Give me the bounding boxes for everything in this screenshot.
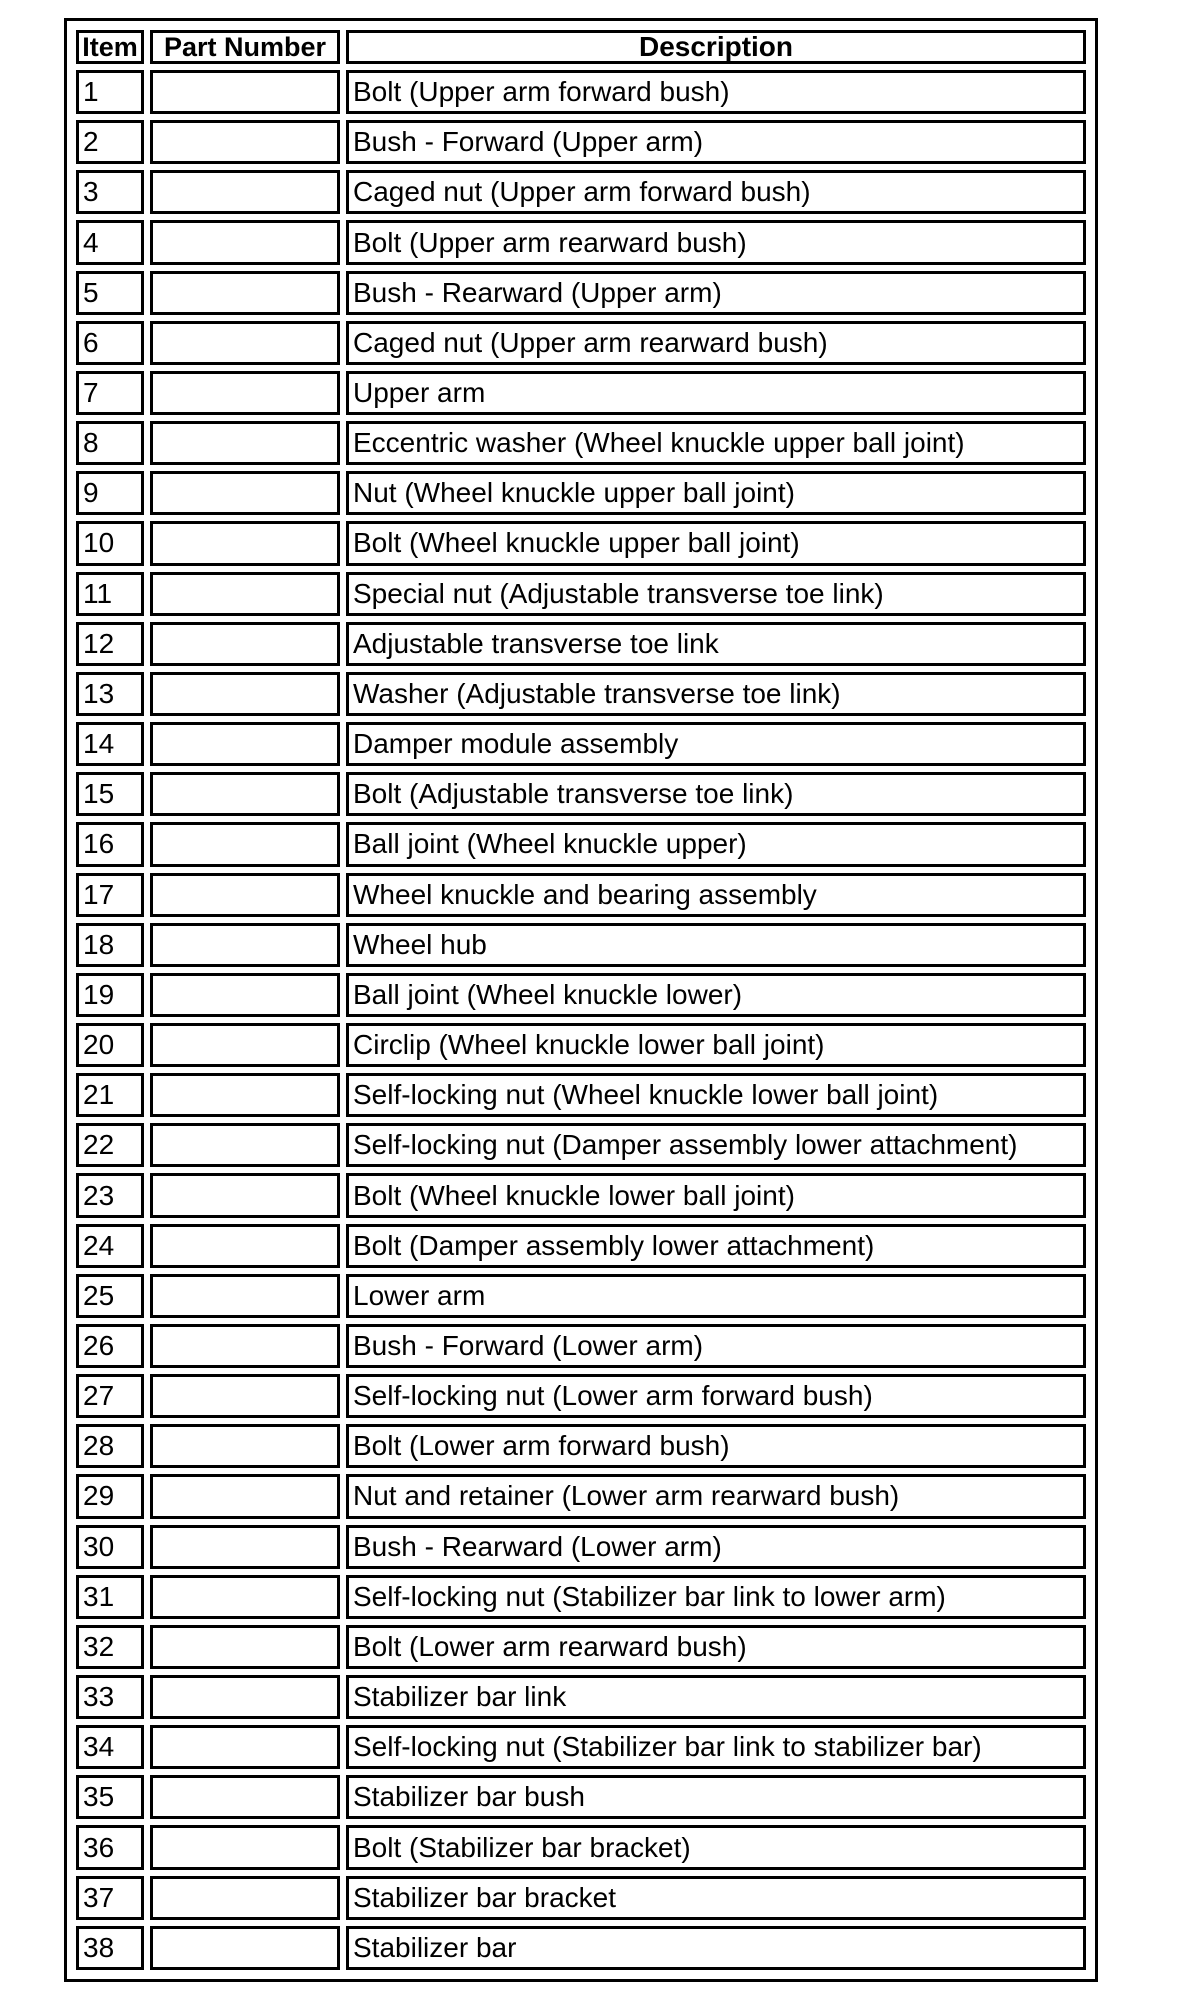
table-row [76,722,1086,766]
table-row [76,1324,1086,1368]
table-row [76,220,1086,264]
item-cell: 12 [76,622,144,666]
description-cell: Ball joint (Wheel knuckle upper) [346,822,1086,866]
item-cell: 22 [76,1123,144,1167]
table-row [76,1274,1086,1318]
item-cell: 18 [76,923,144,967]
description-cell: Bush - Rearward (Lower arm) [346,1525,1086,1569]
table-row [76,321,1086,365]
item-cell: 34 [76,1725,144,1769]
table-row [76,1374,1086,1418]
part-number-cell [150,572,340,616]
description-cell: Bolt (Wheel knuckle lower ball joint) [346,1173,1086,1217]
item-cell: 36 [76,1825,144,1869]
description-cell: Self-locking nut (Damper assembly lower attachment) [346,1123,1086,1167]
description-cell: Eccentric washer (Wheel knuckle upper ball joint) [346,421,1086,465]
part-number-cell [150,1876,340,1920]
part-number-cell [150,672,340,716]
description-cell: Washer (Adjustable transverse toe link) [346,672,1086,716]
table-row [76,822,1086,866]
item-cell: 8 [76,421,144,465]
description-cell: Bolt (Adjustable transverse toe link) [346,772,1086,816]
parts-table [70,24,1092,1976]
parts-table-body [76,70,1086,1970]
part-number-cell [150,471,340,515]
table-row [76,120,1086,164]
part-number-cell [150,822,340,866]
table-row [76,1023,1086,1067]
description-cell: Bolt (Lower arm forward bush) [346,1424,1086,1468]
item-cell: 26 [76,1324,144,1368]
part-number-cell [150,873,340,917]
part-number-cell [150,722,340,766]
description-cell: Stabilizer bar bracket [346,1876,1086,1920]
item-cell: 6 [76,321,144,365]
item-cell: 23 [76,1173,144,1217]
table-row [76,1173,1086,1217]
part-number-cell [150,321,340,365]
item-cell: 27 [76,1374,144,1418]
part-number-cell [150,1675,340,1719]
table-row [76,772,1086,816]
item-cell: 2 [76,120,144,164]
item-cell: 7 [76,371,144,415]
description-cell: Stabilizer bar link [346,1675,1086,1719]
part-number-cell [150,521,340,565]
description-cell: Self-locking nut (Lower arm forward bush) [346,1374,1086,1418]
description-cell: Self-locking nut (Wheel knuckle lower ball joint) [346,1073,1086,1117]
part-number-cell [150,923,340,967]
item-cell: 30 [76,1525,144,1569]
table-row [76,973,1086,1017]
table-row [76,1224,1086,1268]
description-cell: Bolt (Upper arm forward bush) [346,70,1086,114]
table-row [76,1474,1086,1518]
item-cell: 17 [76,873,144,917]
table-row [76,1575,1086,1619]
item-cell: 10 [76,521,144,565]
description-cell: Adjustable transverse toe link [346,622,1086,666]
description-cell: Bolt (Stabilizer bar bracket) [346,1825,1086,1869]
description-cell: Bolt (Wheel knuckle upper ball joint) [346,521,1086,565]
description-cell: Bolt (Damper assembly lower attachment) [346,1224,1086,1268]
table-row [76,1073,1086,1117]
table-row [76,1775,1086,1819]
table-row [76,572,1086,616]
item-cell: 11 [76,572,144,616]
part-number-cell [150,421,340,465]
table-row [76,521,1086,565]
description-cell: Wheel hub [346,923,1086,967]
part-number-cell [150,772,340,816]
description-cell: Caged nut (Upper arm rearward bush) [346,321,1086,365]
part-number-cell [150,1424,340,1468]
part-number-cell [150,1825,340,1869]
part-number-cell [150,120,340,164]
table-row [76,1525,1086,1569]
item-cell: 5 [76,271,144,315]
description-cell: Wheel knuckle and bearing assembly [346,873,1086,917]
item-cell: 28 [76,1424,144,1468]
part-number-cell [150,1575,340,1619]
part-number-cell [150,973,340,1017]
part-number-cell [150,271,340,315]
item-cell: 33 [76,1675,144,1719]
table-row [76,1424,1086,1468]
description-cell: Damper module assembly [346,722,1086,766]
description-cell: Nut and retainer (Lower arm rearward bush) [346,1474,1086,1518]
header-item: Item [76,30,144,64]
description-cell: Bolt (Lower arm rearward bush) [346,1625,1086,1669]
part-number-cell [150,622,340,666]
part-number-cell [150,170,340,214]
table-row [76,471,1086,515]
description-cell: Stabilizer bar bush [346,1775,1086,1819]
table-row [76,1725,1086,1769]
description-cell: Bush - Forward (Upper arm) [346,120,1086,164]
item-cell: 24 [76,1224,144,1268]
table-row [76,1625,1086,1669]
part-number-cell [150,1274,340,1318]
part-number-cell [150,220,340,264]
table-row [76,672,1086,716]
table-row [76,1825,1086,1869]
item-cell: 9 [76,471,144,515]
item-cell: 14 [76,722,144,766]
table-row [76,1123,1086,1167]
item-cell: 19 [76,973,144,1017]
description-cell: Self-locking nut (Stabilizer bar link to stabilizer bar) [346,1725,1086,1769]
description-cell: Stabilizer bar [346,1926,1086,1970]
part-number-cell [150,1525,340,1569]
item-cell: 29 [76,1474,144,1518]
description-cell: Bush - Rearward (Upper arm) [346,271,1086,315]
table-row [76,622,1086,666]
item-cell: 21 [76,1073,144,1117]
table-row [76,1926,1086,1970]
description-cell: Bolt (Upper arm rearward bush) [346,220,1086,264]
part-number-cell [150,1324,340,1368]
header-description: Description [346,30,1086,64]
part-number-cell [150,1173,340,1217]
item-cell: 20 [76,1023,144,1067]
item-cell: 15 [76,772,144,816]
item-cell: 4 [76,220,144,264]
description-cell: Lower arm [346,1274,1086,1318]
part-number-cell [150,1023,340,1067]
part-number-cell [150,1224,340,1268]
description-cell: Bush - Forward (Lower arm) [346,1324,1086,1368]
part-number-cell [150,1725,340,1769]
part-number-cell [150,1775,340,1819]
item-cell: 35 [76,1775,144,1819]
table-row [76,421,1086,465]
table-row [76,1876,1086,1920]
item-cell: 31 [76,1575,144,1619]
part-number-cell [150,1374,340,1418]
header-part-number: Part Number [150,30,340,64]
table-row [76,70,1086,114]
part-number-cell [150,371,340,415]
part-number-cell [150,1073,340,1117]
item-cell: 1 [76,70,144,114]
part-number-cell [150,1926,340,1970]
item-cell: 16 [76,822,144,866]
item-cell: 3 [76,170,144,214]
description-cell: Ball joint (Wheel knuckle lower) [346,973,1086,1017]
table-row [76,271,1086,315]
part-number-cell [150,1474,340,1518]
item-cell: 32 [76,1625,144,1669]
table-row [76,1675,1086,1719]
parts-table-frame [64,18,1098,1982]
description-cell: Caged nut (Upper arm forward bush) [346,170,1086,214]
item-cell: 37 [76,1876,144,1920]
item-cell: 38 [76,1926,144,1970]
part-number-cell [150,1123,340,1167]
part-number-cell [150,70,340,114]
part-number-cell [150,1625,340,1669]
header-row [76,30,1086,64]
item-cell: 25 [76,1274,144,1318]
description-cell: Nut (Wheel knuckle upper ball joint) [346,471,1086,515]
table-row [76,923,1086,967]
table-row [76,873,1086,917]
table-row [76,170,1086,214]
description-cell: Special nut (Adjustable transverse toe link) [346,572,1086,616]
description-cell: Upper arm [346,371,1086,415]
item-cell: 13 [76,672,144,716]
description-cell: Self-locking nut (Stabilizer bar link to lower arm) [346,1575,1086,1619]
table-row [76,371,1086,415]
description-cell: Circlip (Wheel knuckle lower ball joint) [346,1023,1086,1067]
